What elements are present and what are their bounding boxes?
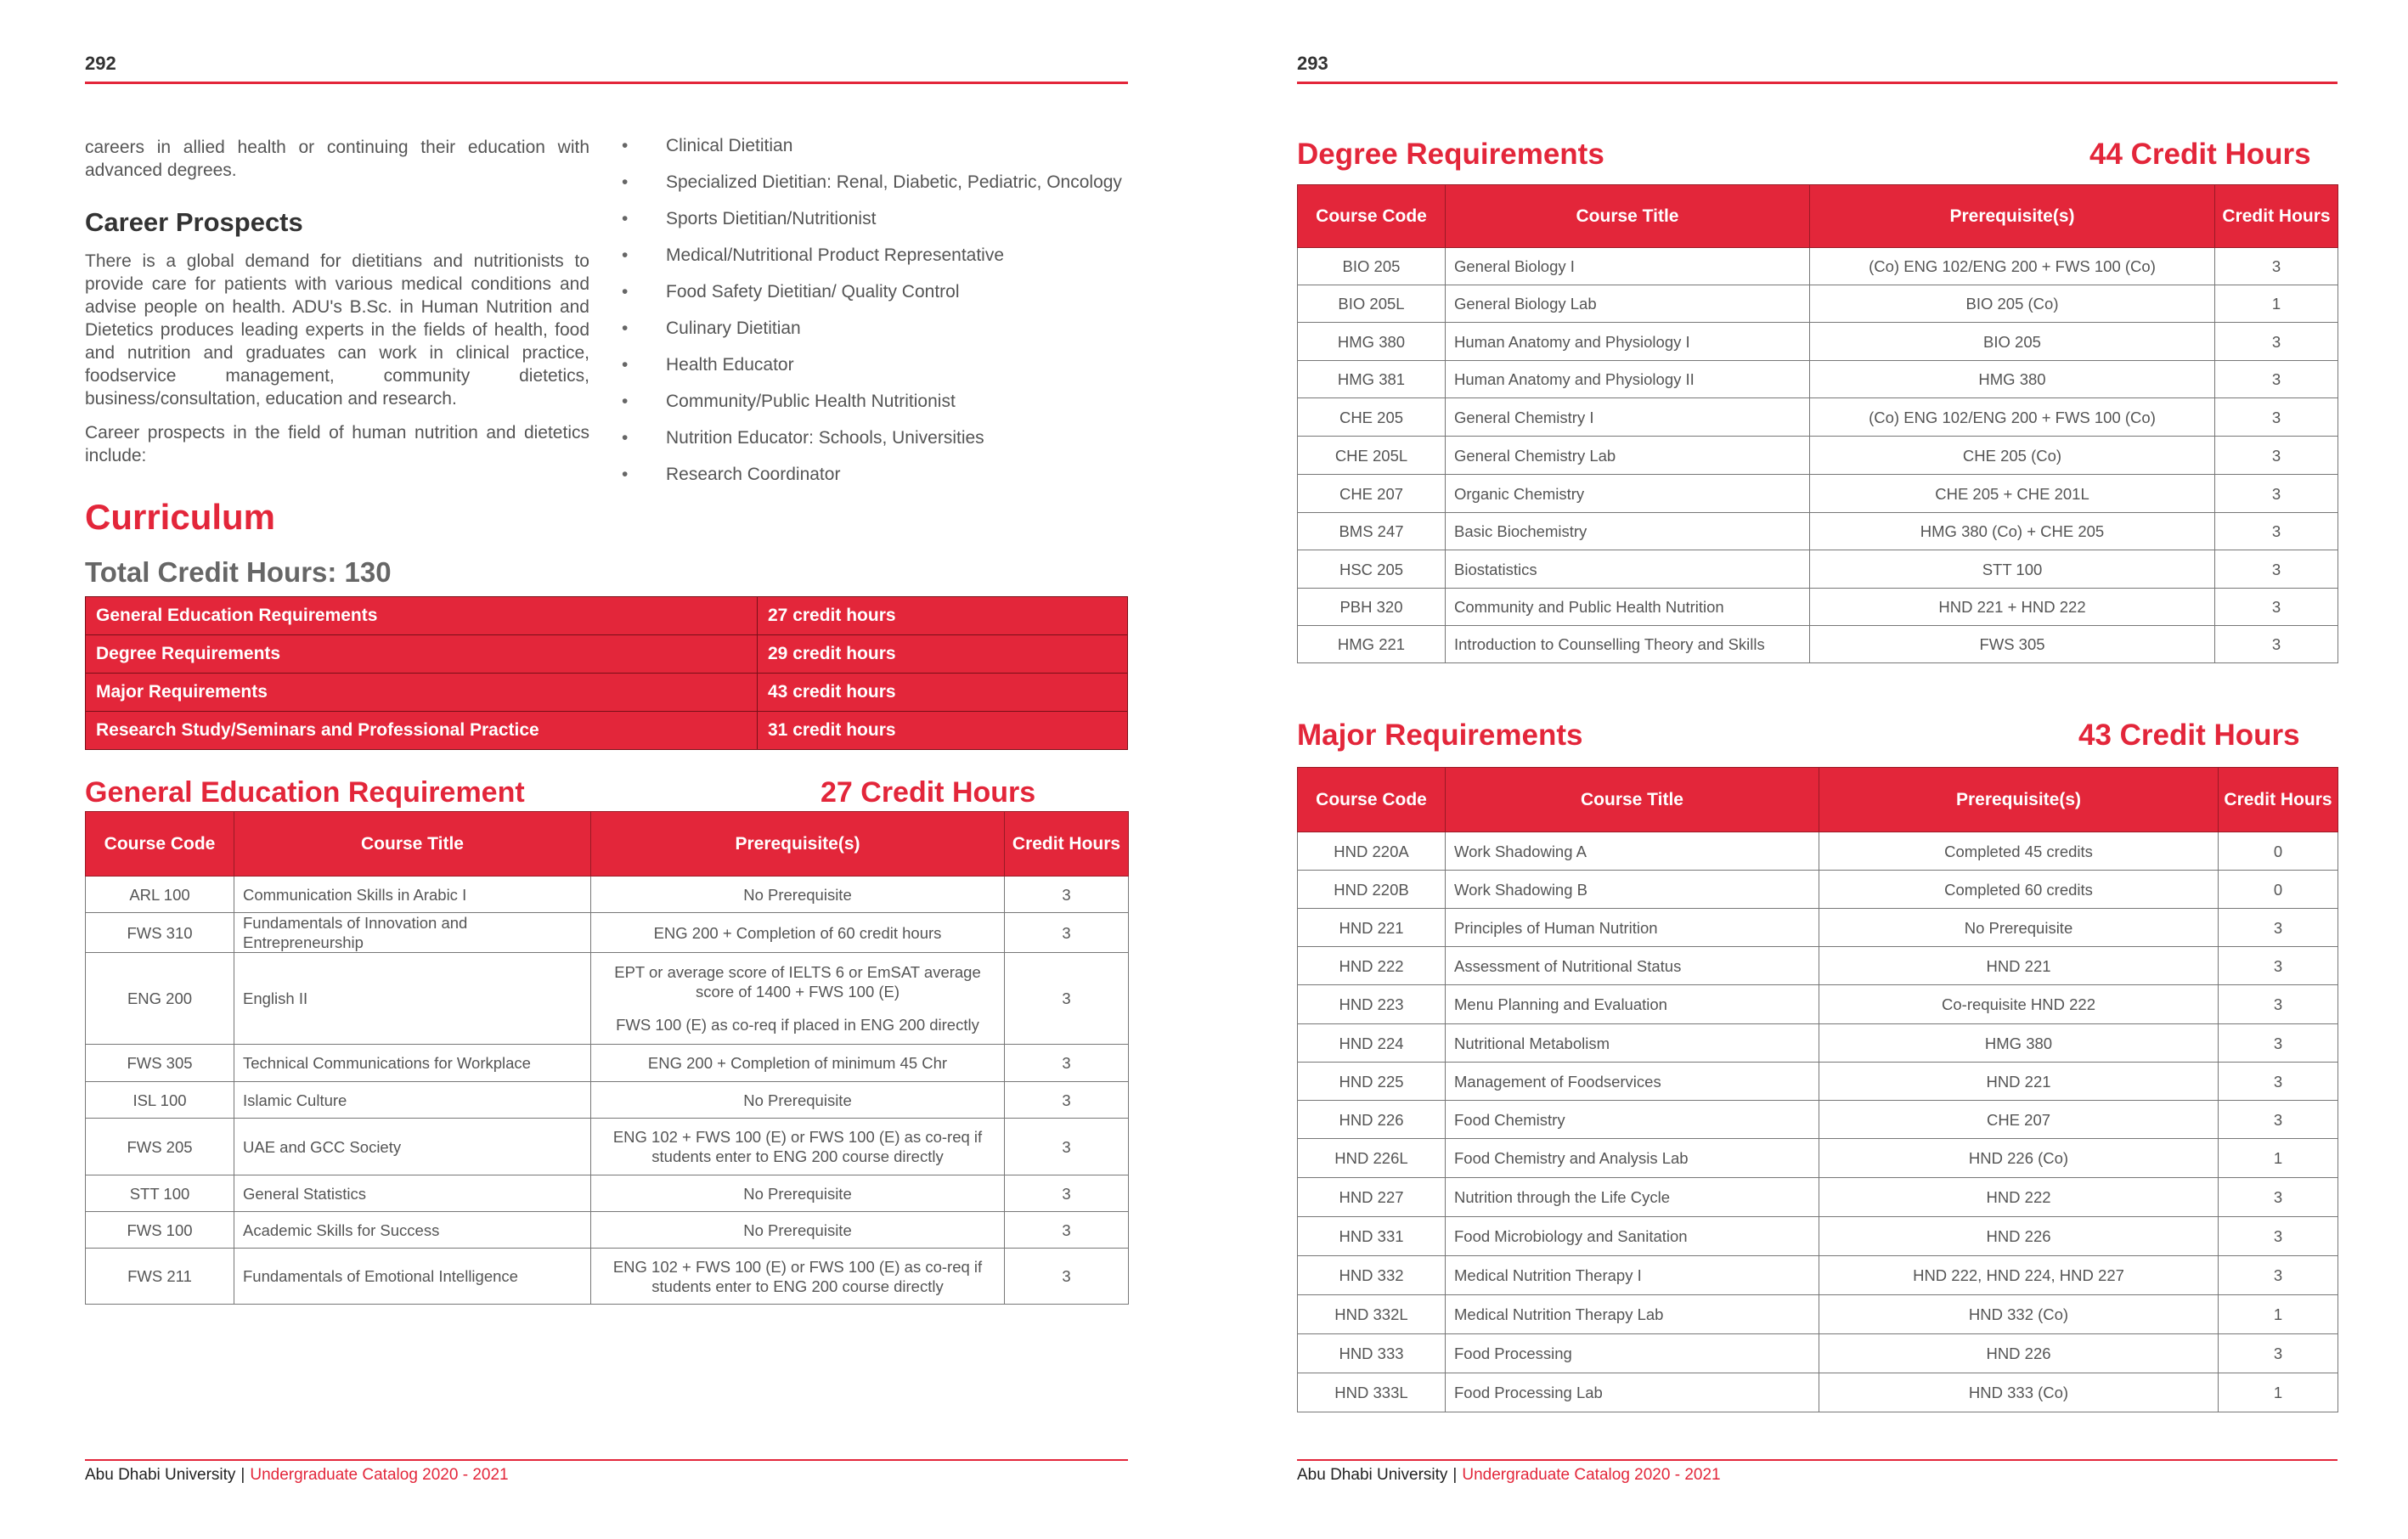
course-prerequisite: BIO 205 [1810,323,2215,361]
course-title: Work Shadowing A [1446,832,1819,871]
course-title: Fundamentals of Innovation and Entrepreneurship [234,913,591,953]
course-credit: 3 [2215,323,2338,361]
header-rule [1297,82,2338,84]
course-title: Communication Skills in Arabic I [234,877,591,913]
summary-value: 27 credit hours [758,597,1128,635]
table-row [86,953,1129,1045]
course-prerequisite: ENG 102 + FWS 100 (E) or FWS 100 (E) as co-req if students enter to ENG 200 course directly [591,1249,1005,1305]
bullet-icon: • [622,245,629,265]
course-credit: 3 [2219,1101,2338,1139]
right-page [1297,0,2338,1539]
course-code: FWS 211 [86,1249,234,1305]
table-row [86,1175,1129,1212]
gen-ed-credits: 27 Credit Hours [821,776,1036,809]
course-prerequisite: HND 226 [1819,1334,2219,1373]
course-prerequisite: FWS 305 [1810,626,2215,663]
course-credit: 3 [1005,1212,1129,1249]
course-code: HND 332L [1298,1295,1446,1334]
bullet-icon: • [622,136,629,155]
course-credit: 3 [2219,1256,2338,1295]
course-title: Menu Planning and Evaluation [1446,985,1819,1024]
footer-university: Abu Dhabi University [1297,1466,1448,1484]
summary-label: Major Requirements [86,674,758,712]
course-prerequisite: STT 100 [1810,550,2215,589]
header-course-title: Course Title [234,812,591,877]
course-prerequisite: HND 222 [1819,1178,2219,1217]
list-item: • Sports Dietitian/Nutritionist [622,206,1131,243]
course-credit: 3 [2215,398,2338,437]
prerequisite-note: FWS 100 (E) as co-req if placed in ENG 200 directly [616,1016,979,1034]
list-item: • Community/Public Health Nutritionist [622,389,1131,426]
course-credit: 3 [2219,1178,2338,1217]
list-item: • Nutrition Educator: Schools, Universities [622,426,1131,462]
bullet-icon: • [622,282,629,302]
course-prerequisite: CHE 205 (Co) [1810,437,2215,475]
table-row [1298,832,2338,871]
header-prerequisites: Prerequisite(s) [591,812,1005,877]
table-row [86,1249,1129,1305]
course-credit: 3 [2215,437,2338,475]
course-prerequisite: HND 222, HND 224, HND 227 [1819,1256,2219,1295]
course-prerequisite: HND 332 (Co) [1819,1295,2219,1334]
course-credit: 3 [1005,1119,1129,1175]
table-row [1298,475,2338,513]
footer-university: Abu Dhabi University [85,1466,236,1484]
course-title: Principles of Human Nutrition [1446,909,1819,947]
course-title: General Statistics [234,1175,591,1212]
course-code: HND 221 [1298,909,1446,947]
table-row [1298,361,2338,398]
course-credit: 3 [2219,1024,2338,1063]
course-prerequisite: HND 333 (Co) [1819,1373,2219,1412]
course-prerequisite: (Co) ENG 102/ENG 200 + FWS 100 (Co) [1810,248,2215,285]
footer-catalog: Undergraduate Catalog 2020 - 2021 [1462,1466,1721,1484]
course-title: Food Processing [1446,1334,1819,1373]
course-code: HND 224 [1298,1024,1446,1063]
course-title: Food Chemistry and Analysis Lab [1446,1139,1819,1178]
course-credit: 0 [2219,871,2338,909]
course-title: Management of Foodservices [1446,1063,1819,1101]
course-title: Introduction to Counselling Theory and Skills [1446,626,1810,663]
summary-label: General Education Requirements [86,597,758,635]
course-code: HND 220B [1298,871,1446,909]
course-code: HMG 381 [1298,361,1446,398]
table-row [1298,437,2338,475]
table-row [86,1119,1129,1175]
course-code: HND 223 [1298,985,1446,1024]
course-credit: 3 [2219,1217,2338,1256]
table-row [86,597,1128,635]
header-credit-hours: Credit Hours [2215,185,2338,248]
course-title: Technical Communications for Workplace [234,1045,591,1082]
course-credit: 3 [2219,985,2338,1024]
table-row [1298,947,2338,985]
course-credit: 3 [1005,1249,1129,1305]
course-credit: 3 [1005,1082,1129,1119]
table-row [1298,1373,2338,1412]
career-prospects-heading: Career Prospects [85,207,303,237]
degree-credits: 44 Credit Hours [2089,138,2311,171]
course-credit: 1 [2215,285,2338,323]
course-credit: 3 [2215,513,2338,550]
list-item: • Research Coordinator [622,462,1131,499]
table-row [1298,1063,2338,1101]
table-row [86,1045,1129,1082]
course-prerequisite: No Prerequisite [591,1212,1005,1249]
page-number: 293 [1297,53,1328,74]
bullet-icon: • [622,392,629,411]
course-credit: 3 [1005,953,1129,1045]
table-row [1298,1101,2338,1139]
course-credit: 3 [1005,1045,1129,1082]
table-header-row [1298,768,2338,832]
course-prerequisite: HND 221 [1819,1063,2219,1101]
course-credit: 3 [2215,550,2338,589]
footer-separator: | [1452,1466,1458,1484]
career-paragraph-2: Career prospects in the field of human nutrition and dietetics include: [85,423,589,465]
header-prerequisites: Prerequisite(s) [1810,185,2215,248]
course-code: HND 333 [1298,1334,1446,1373]
major-credits: 43 Credit Hours [2078,719,2300,752]
course-title: Medical Nutrition Therapy Lab [1446,1295,1819,1334]
table-row [86,877,1129,913]
career-list [622,133,1131,499]
course-credit: 3 [2219,1063,2338,1101]
course-title: Community and Public Health Nutrition [1446,589,1810,626]
degree-rows [1298,248,2338,663]
table-row [1298,1139,2338,1178]
table-row [1298,871,2338,909]
course-code: HND 333L [1298,1373,1446,1412]
list-item: • Clinical Dietitian [622,133,1131,170]
course-title: Food Processing Lab [1446,1373,1819,1412]
course-code: HND 226 [1298,1101,1446,1139]
course-title: Basic Biochemistry [1446,513,1810,550]
table-row [1298,1024,2338,1063]
major-table [1297,767,2338,1412]
course-code: CHE 207 [1298,475,1446,513]
table-row [1298,1178,2338,1217]
course-code: HND 227 [1298,1178,1446,1217]
bullet-icon: • [622,355,629,375]
course-code: ARL 100 [86,877,234,913]
table-row [1298,1295,2338,1334]
course-prerequisite: (Co) ENG 102/ENG 200 + FWS 100 (Co) [1810,398,2215,437]
course-prerequisite: No Prerequisite [591,877,1005,913]
table-row [86,674,1128,712]
summary-value: 29 credit hours [758,635,1128,674]
table-row [1298,398,2338,437]
summary-label: Research Study/Seminars and Professional Practice [86,712,758,750]
course-prerequisite: CHE 207 [1819,1101,2219,1139]
list-item: • Culinary Dietitian [622,316,1131,352]
course-credit: 1 [2219,1373,2338,1412]
course-code: FWS 310 [86,913,234,953]
intro-text: careers in allied health or continuing their education with advanced degrees. [85,138,589,180]
course-prerequisite: HMG 380 (Co) + CHE 205 [1810,513,2215,550]
summary-value: 31 credit hours [758,712,1128,750]
footer [1297,1466,1721,1485]
course-title: Biostatistics [1446,550,1810,589]
course-code: HND 226L [1298,1139,1446,1178]
table-row [1298,985,2338,1024]
table-row [1298,248,2338,285]
course-code: HSC 205 [1298,550,1446,589]
career-paragraph-1: There is a global demand for dietitians and nutritionists to provide care for patients with various medical conditions and advise people on health. ADU's B.Sc. in Human Nutrition and Dietetics produces leading experts in the fields of health, food and nutrition and graduates can work in clinical practice, foodservice management, community dietetics, business/consultation, education and research. [85,251,589,409]
major-rows [1298,832,2338,1412]
header-course-title: Course Title [1446,185,1810,248]
course-credit: 0 [2219,832,2338,871]
header-credit-hours: Credit Hours [1005,812,1129,877]
header-course-code: Course Code [1298,768,1446,832]
table-row [1298,1217,2338,1256]
degree-title: Degree Requirements [1297,138,1604,171]
header-course-code: Course Code [86,812,234,877]
course-prerequisite: ENG 200 + Completion of 60 credit hours [591,913,1005,953]
course-prerequisite: HND 226 (Co) [1819,1139,2219,1178]
course-prerequisite: HND 221 + HND 222 [1810,589,2215,626]
course-title: Medical Nutrition Therapy I [1446,1256,1819,1295]
table-row [1298,285,2338,323]
course-prerequisite: HND 226 [1819,1217,2219,1256]
course-title: General Chemistry I [1446,398,1810,437]
course-code: HND 222 [1298,947,1446,985]
course-title: Food Chemistry [1446,1101,1819,1139]
course-credit: 3 [2215,626,2338,663]
course-title: Human Anatomy and Physiology II [1446,361,1810,398]
table-header-row [1298,185,2338,248]
header-course-title: Course Title [1446,768,1819,832]
footer-rule [85,1459,1128,1461]
footer [85,1466,509,1485]
gen-ed-rows [86,877,1129,1305]
table-row [1298,909,2338,947]
course-prerequisite: HMG 380 [1819,1024,2219,1063]
course-prerequisite: HMG 380 [1810,361,2215,398]
table-header-row [86,812,1129,877]
table-row [86,712,1128,750]
left-page [85,0,1128,1539]
summary-label: Degree Requirements [86,635,758,674]
course-title: Assessment of Nutritional Status [1446,947,1819,985]
course-title: General Chemistry Lab [1446,437,1810,475]
course-prerequisite: Co-requisite HND 222 [1819,985,2219,1024]
course-prerequisite: Completed 60 credits [1819,871,2219,909]
table-row [86,635,1128,674]
footer-catalog: Undergraduate Catalog 2020 - 2021 [250,1466,509,1484]
course-credit: 3 [1005,1175,1129,1212]
course-title: Islamic Culture [234,1082,591,1119]
table-row [86,913,1129,953]
table-row [1298,513,2338,550]
course-credit: 3 [1005,877,1129,913]
course-code: HMG 380 [1298,323,1446,361]
table-row [1298,626,2338,663]
course-title: English II [234,953,591,1045]
course-prerequisite: CHE 205 + CHE 201L [1810,475,2215,513]
course-title: General Biology I [1446,248,1810,285]
course-code: CHE 205 [1298,398,1446,437]
course-credit: 3 [2215,589,2338,626]
course-code: HND 220A [1298,832,1446,871]
table-row [1298,550,2338,589]
table-row [1298,323,2338,361]
list-item: • Specialized Dietitian: Renal, Diabetic, Pediatric, Oncology [622,170,1131,206]
bullet-icon: • [622,172,629,192]
bullet-icon: • [622,428,629,448]
bullet-icon: • [622,319,629,338]
gen-ed-table [85,811,1129,1305]
course-title: Human Anatomy and Physiology I [1446,323,1810,361]
course-title: Nutritional Metabolism [1446,1024,1819,1063]
course-code: HND 332 [1298,1256,1446,1295]
major-title: Major Requirements [1297,719,1583,752]
course-credit: 3 [1005,913,1129,953]
course-code: CHE 205L [1298,437,1446,475]
curriculum-heading: Curriculum [85,497,276,537]
course-credit: 3 [2219,1334,2338,1373]
table-row [1298,1256,2338,1295]
table-row [1298,589,2338,626]
course-prerequisite: Completed 45 credits [1819,832,2219,871]
course-prerequisite: BIO 205 (Co) [1810,285,2215,323]
course-code: HND 225 [1298,1063,1446,1101]
footer-separator: | [240,1466,245,1484]
course-code: STT 100 [86,1175,234,1212]
header-credit-hours: Credit Hours [2219,768,2338,832]
course-title: Nutrition through the Life Cycle [1446,1178,1819,1217]
course-prerequisite: EPT or average score of IELTS 6 or EmSAT average score of 1400 + FWS 100 (E) FWS 100 (E) as co-req if placed in ENG 200 directly [591,953,1005,1045]
list-item: • Health Educator [622,352,1131,389]
course-credit: 3 [2215,248,2338,285]
summary-value: 43 credit hours [758,674,1128,712]
course-code: ENG 200 [86,953,234,1045]
course-code: HND 331 [1298,1217,1446,1256]
course-prerequisite: No Prerequisite [591,1082,1005,1119]
course-code: HMG 221 [1298,626,1446,663]
list-item: • Medical/Nutritional Product Representative [622,243,1131,279]
course-title: Food Microbiology and Sanitation [1446,1217,1819,1256]
table-row [1298,1334,2338,1373]
bullet-icon: • [622,209,629,228]
course-code: FWS 305 [86,1045,234,1082]
course-code: BIO 205L [1298,285,1446,323]
course-title: Academic Skills for Success [234,1212,591,1249]
bullet-icon: • [622,465,629,484]
course-credit: 1 [2219,1139,2338,1178]
total-credit-hours: Total Credit Hours: 130 [85,556,392,588]
course-credit: 3 [2219,947,2338,985]
course-prerequisite: No Prerequisite [1819,909,2219,947]
header-prerequisites: Prerequisite(s) [1819,768,2219,832]
course-prerequisite: ENG 102 + FWS 100 (E) or FWS 100 (E) as co-req if students enter to ENG 200 course directly [591,1119,1005,1175]
course-code: BIO 205 [1298,248,1446,285]
header-course-code: Course Code [1298,185,1446,248]
gen-ed-title: General Education Requirement [85,776,525,809]
list-item: • Food Safety Dietitian/ Quality Control [622,279,1131,316]
footer-rule [1297,1459,2338,1461]
course-code: FWS 100 [86,1212,234,1249]
course-title: UAE and GCC Society [234,1119,591,1175]
course-title: General Biology Lab [1446,285,1810,323]
credit-summary-table [85,596,1128,750]
course-title: Fundamentals of Emotional Intelligence [234,1249,591,1305]
course-title: Organic Chemistry [1446,475,1810,513]
course-code: PBH 320 [1298,589,1446,626]
page-number: 292 [85,53,116,74]
course-prerequisite: No Prerequisite [591,1175,1005,1212]
course-code: FWS 205 [86,1119,234,1175]
course-code: BMS 247 [1298,513,1446,550]
course-credit: 3 [2219,909,2338,947]
table-row [86,1082,1129,1119]
course-credit: 3 [2215,361,2338,398]
course-title: Work Shadowing B [1446,871,1819,909]
header-rule [85,82,1128,84]
course-code: ISL 100 [86,1082,234,1119]
course-credit: 3 [2215,475,2338,513]
table-row [86,1212,1129,1249]
degree-table [1297,184,2338,663]
course-credit: 1 [2219,1295,2338,1334]
course-prerequisite: HND 221 [1819,947,2219,985]
course-prerequisite: ENG 200 + Completion of minimum 45 Chr [591,1045,1005,1082]
